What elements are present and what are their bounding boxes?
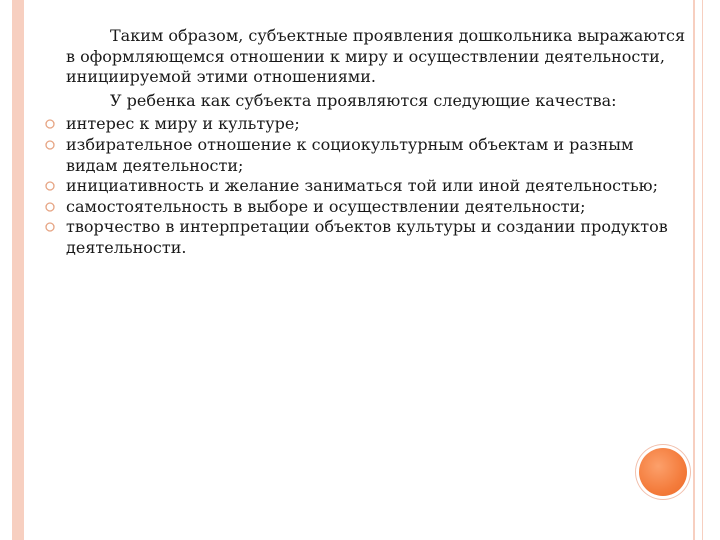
circle-bullet-icon: [45, 140, 55, 150]
right-frame-line-inner: [702, 0, 703, 540]
list-item: [46, 176, 686, 197]
list-item-text: инициативность и желание заниматься той или иной деятельностью;: [66, 176, 658, 196]
list-item: [46, 197, 686, 218]
circle-bullet-icon: [45, 202, 55, 212]
list-item-text: творчество в интерпретации объектов культуры и создании продуктов деятельности.: [66, 217, 668, 257]
qualities-intro: У ребенка как субъекта проявляются следующие качества:: [110, 90, 617, 110]
list-item: [46, 217, 686, 258]
circle-bullet-icon: [45, 119, 55, 129]
list-item: [46, 135, 686, 176]
qualities-list: [46, 114, 686, 258]
orange-circle-icon: [639, 448, 687, 496]
circle-bullet-icon: [45, 222, 55, 232]
circle-bullet-icon: [45, 181, 55, 191]
intro-paragraph: Таким образом, субъектные проявления дошкольника выражаются в оформляющемся отношении к миру и осуществлении деятельности, инициируемой этими отношениями.: [66, 26, 686, 87]
list-item: [46, 114, 686, 135]
right-frame-line: [693, 0, 695, 540]
slide-content: [46, 26, 686, 259]
list-item-text: интерес к миру и культуре;: [66, 114, 300, 134]
list-item-text: самостоятельность в выборе и осуществлении деятельности;: [66, 196, 586, 216]
list-item-text: избирательное отношение к социокультурным объектам и разным видам деятельности;: [66, 134, 634, 175]
left-frame-bar: [12, 0, 24, 540]
